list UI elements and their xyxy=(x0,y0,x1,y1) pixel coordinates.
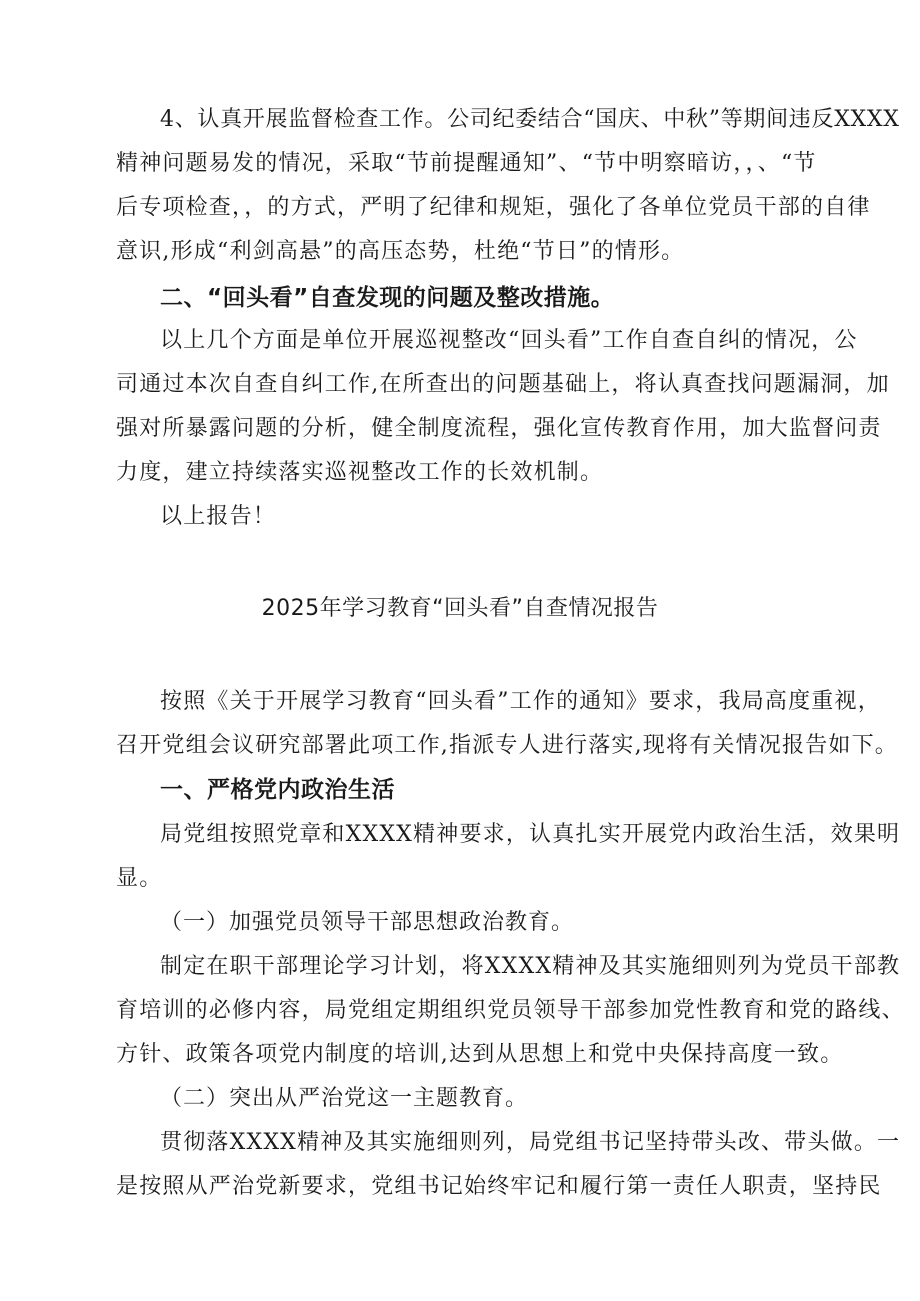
item4-line-3: 后专项检查，，的方式，严明了纪律和规矩，强化了各单位党员干部的自律 xyxy=(116,195,871,220)
para1-line-2: 显。 xyxy=(116,866,163,891)
para3-line-1: 贯彻落XXXX精神及其实施细则列，局党组书记坚持带头改、带头做。一 xyxy=(160,1130,901,1155)
section-heading-1: 一、严格党内政治生活 xyxy=(160,777,395,803)
para-line-4: 力度，建立持续落实巡视整改工作的长效机制。 xyxy=(116,460,604,485)
item4-line-1: 4、认真开展监督检查工作。公司纪委结合“国庆、中秋”等期间违反XXXX xyxy=(160,107,900,132)
para3-line-2: 是按照从严治党新要求，党组书记始终牢记和履行第一责任人职责，坚持民 xyxy=(116,1174,882,1199)
closing-text: 以上报告！ xyxy=(160,504,277,529)
subheading-2: （二）突出从严治党这一主题教育。 xyxy=(160,1086,529,1111)
report-title: 2025年学习教育“回头看”自查情况报告 xyxy=(261,596,659,621)
subheading-1: （一）加强党员领导干部思想政治教育。 xyxy=(160,910,575,935)
intro-line-2: 召开党组会议研究部署此项工作,指派专人进行落实,现将有关情况报告如下。 xyxy=(116,733,898,758)
item4-line-4: 意识,形成“利剑高悬”的高压态势，杜绝“节日”的情形。 xyxy=(116,239,685,264)
intro-line-1: 按照《关于开展学习教育“回头看”工作的通知》要求，我局高度重视， xyxy=(160,689,881,714)
para-line-3: 强对所暴露问题的分析，健全制度流程，强化宣传教育作用，加大监督问责 xyxy=(116,416,882,441)
para2-line-1: 制定在职干部理论学习计划，将XXXX精神及其实施细则列为党员干部教 xyxy=(160,954,901,979)
section-heading-2: 二、“回头看”自查发现的问题及整改措施。 xyxy=(160,285,615,311)
item4-line-2: 精神问题易发的情况，采取“节前提醒通知”、“节中明察暗访，，、“节 xyxy=(116,151,817,176)
para1-line-1: 局党组按照党章和XXXX精神要求，认真扎实开展党内政治生活，效果明 xyxy=(160,822,901,847)
para-line-2: 司通过本次自查自纠工作,在所查出的问题基础上，将认真查找问题漏洞，加 xyxy=(116,372,890,397)
para2-line-3: 方针、政策各项党内制度的培训,达到从思想上和党中央保持高度一致。 xyxy=(116,1042,844,1067)
para-line-1: 以上几个方面是单位开展巡视整改“回头看”工作自查自纠的情况，公 xyxy=(160,328,858,353)
para2-line-2: 育培训的必修内容，局党组定期组织党员领导干部参加党性教育和党的路线、 xyxy=(116,998,905,1023)
